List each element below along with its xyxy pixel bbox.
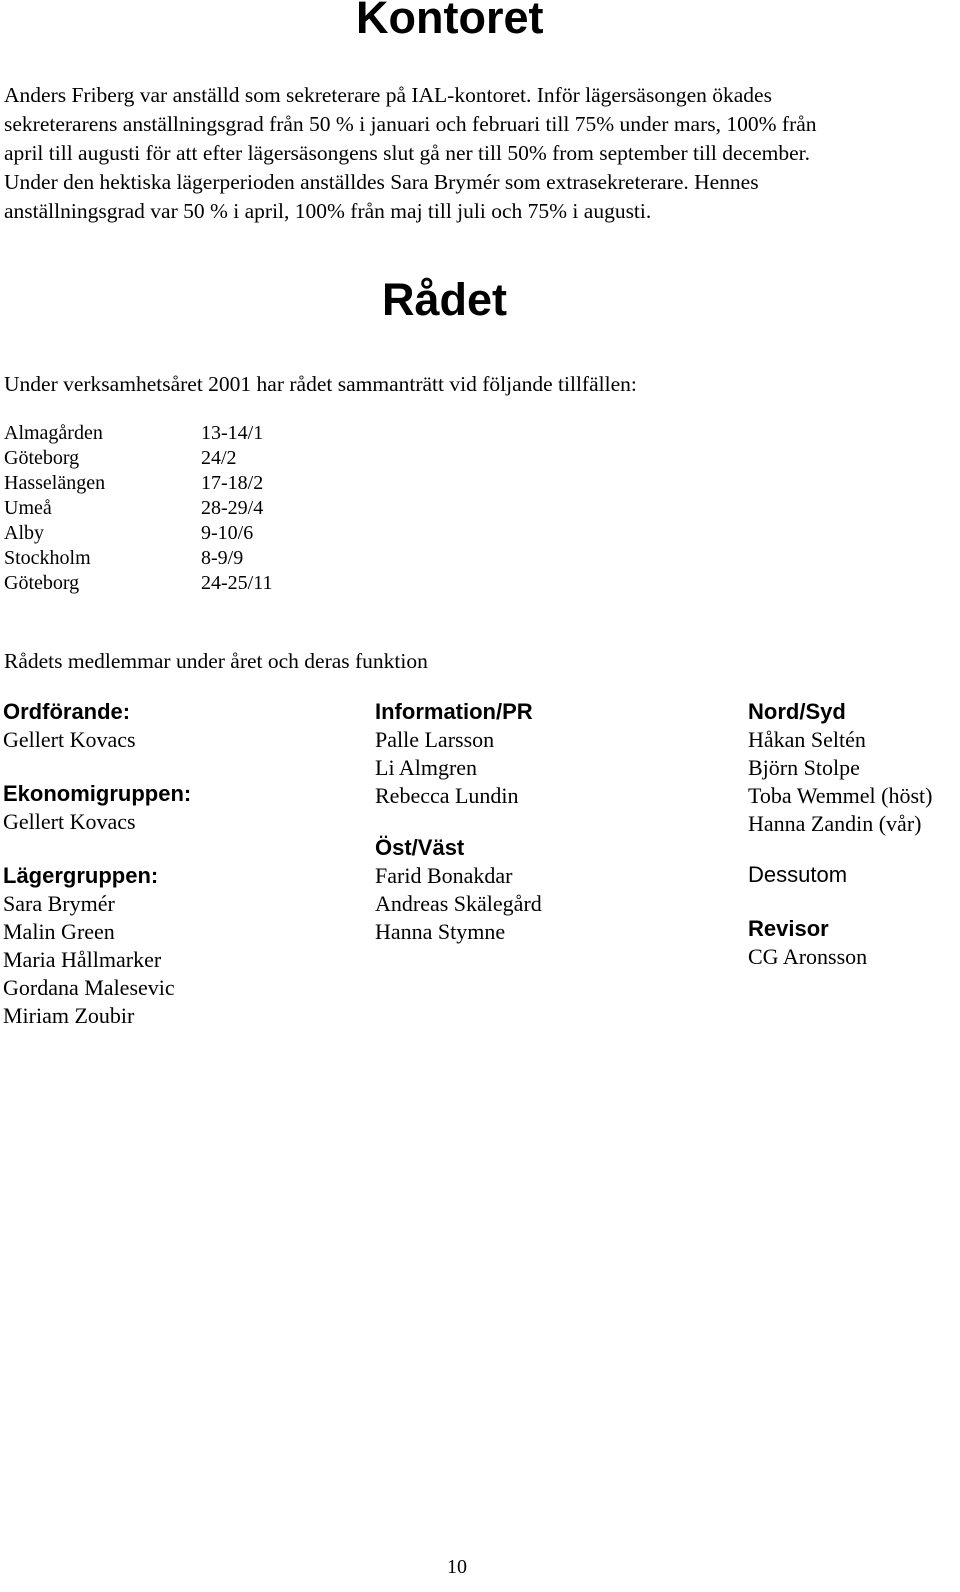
member-name: Palle Larsson	[375, 727, 495, 752]
role-revisor: Revisor	[748, 916, 829, 941]
member-name: Maria Hållmarker	[3, 947, 162, 972]
member-name: Sara Brymér	[3, 891, 115, 916]
meeting-date: 17-18/2	[201, 472, 264, 494]
member-name: Gellert Kovacs	[3, 809, 136, 834]
member-name: Hanna Zandin (vår)	[748, 811, 922, 836]
meeting-date: 8-9/9	[201, 547, 244, 569]
meeting-place: Göteborg	[4, 572, 80, 594]
member-name: Andreas Skälegård	[375, 891, 542, 916]
meeting-place: Hasselängen	[4, 472, 106, 494]
member-name: Farid Bonakdar	[375, 863, 513, 888]
role-ekonomigruppen: Ekonomigruppen:	[3, 781, 192, 806]
member-name: Gellert Kovacs	[3, 727, 136, 752]
meeting-place: Göteborg	[4, 447, 80, 469]
paragraph-line: Anders Friberg var anställd som sekreterare på IAL-kontoret. Inför lägersäsongen ökades	[4, 83, 772, 107]
member-name: Miriam Zoubir	[3, 1003, 135, 1028]
members-heading: Rådets medlemmar under året och deras funktion	[4, 649, 428, 673]
list-item	[4, 421, 272, 446]
paragraph-line: anställningsgrad var 50 % i april, 100% från maj till juli och 75% i augusti.	[4, 199, 652, 223]
member-name: Hanna Stymne	[375, 919, 506, 944]
radet-heading: Rådet	[382, 274, 508, 325]
member-name: Li Almgren	[375, 755, 478, 780]
paragraph-line: Under den hektiska lägerperioden anställdes Sara Brymér som extrasekreterare. Hennes	[4, 170, 759, 194]
member-name: Håkan Seltén	[748, 727, 866, 752]
member-name: Toba Wemmel (höst)	[748, 783, 933, 808]
role-lagergruppen: Lägergruppen:	[3, 863, 159, 888]
role-nord-syd: Nord/Syd	[748, 699, 846, 724]
list-item	[4, 471, 272, 496]
role-ordforande: Ordförande:	[3, 699, 131, 724]
dessutom-label: Dessutom	[748, 862, 848, 887]
meeting-place: Almagården	[4, 422, 103, 444]
member-name: Gordana Malesevic	[3, 975, 175, 1000]
list-item	[4, 521, 272, 546]
list-item	[4, 496, 272, 521]
meeting-date: 9-10/6	[201, 522, 254, 544]
meeting-date: 13-14/1	[201, 422, 264, 444]
meeting-date: 24-25/11	[201, 572, 273, 594]
paragraph-line: sekreterarens anställningsgrad från 50 % i januari och februari till 75% under mars, 100% från	[4, 112, 817, 136]
member-name: CG Aronsson	[748, 944, 868, 969]
list-item	[4, 446, 272, 471]
nord-syd-members	[748, 726, 932, 838]
radet-intro: Under verksamhetsåret 2001 har rådet sammanträtt vid följande tillfällen:	[4, 372, 637, 396]
member-name: Björn Stolpe	[748, 755, 860, 780]
page-number: 10	[447, 1556, 467, 1578]
role-ost-vast: Öst/Väst	[375, 835, 465, 860]
member-name: Malin Green	[3, 919, 115, 944]
meeting-place: Stockholm	[4, 547, 91, 569]
role-information-pr: Information/PR	[375, 699, 533, 724]
meeting-place: Umeå	[4, 497, 52, 519]
list-item	[4, 546, 272, 571]
paragraph-line: april till augusti för att efter lägersäsongens slut gå ner till 50% from september till december.	[4, 141, 811, 165]
meeting-date: 24/2	[201, 447, 237, 469]
ost-vast-members	[375, 862, 542, 946]
meetings-list	[4, 421, 272, 596]
list-item	[4, 571, 272, 596]
kontoret-paragraph	[4, 81, 817, 226]
meeting-place: Alby	[4, 522, 44, 544]
lagergruppen-members	[3, 890, 175, 1030]
information-pr-members	[375, 726, 519, 810]
member-name: Rebecca Lundin	[375, 783, 519, 808]
meeting-date: 28-29/4	[201, 497, 264, 519]
kontoret-heading: Kontoret	[356, 0, 544, 43]
